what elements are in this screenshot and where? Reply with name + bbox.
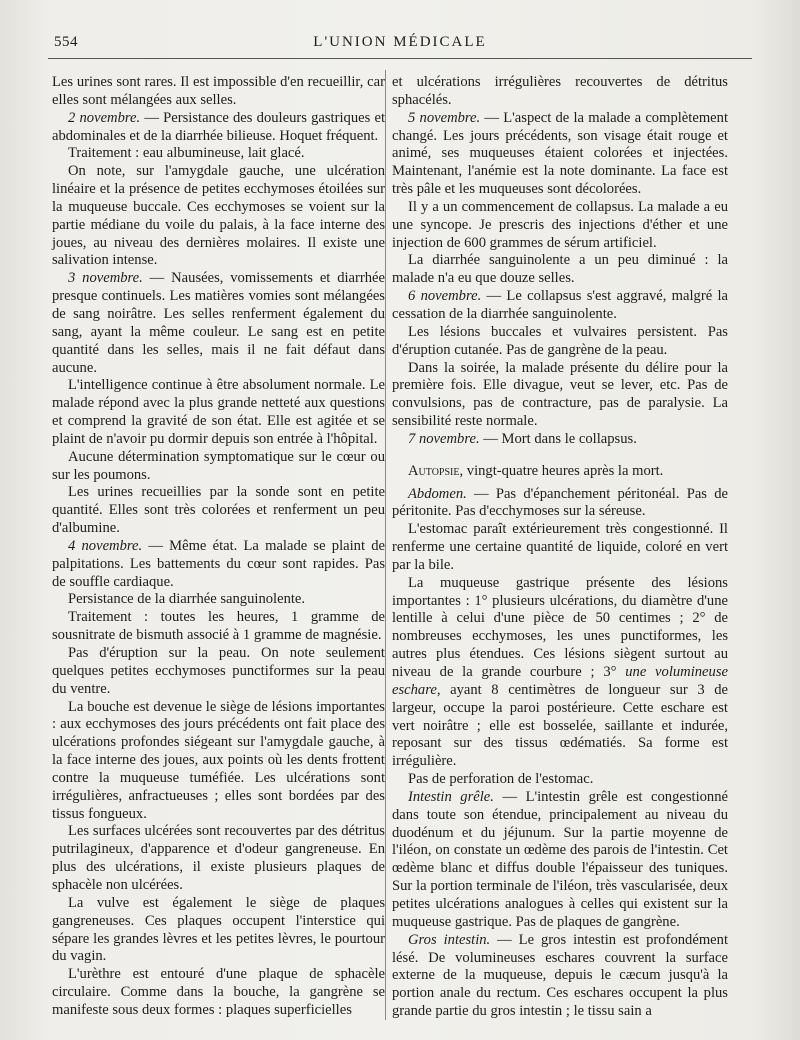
paragraph: Dans la soirée, la malade présente du délire pour la première fois. Elle divague, veut se lever, etc. Pas de convulsions, pas de contracture, pas de paralysie. La sensibilité reste normale. [392, 359, 728, 430]
paragraph: La vulve est également le siège de plaques gangreneuses. Ces plaques occupent l'interstice qui sépare les grandes lèvres et les petites lèvres, le pourtour du vagin. [52, 894, 385, 965]
section-label: Gros intestin. [408, 931, 491, 948]
paragraph [392, 486, 728, 522]
left-column [52, 74, 385, 1020]
paragraph: Les lésions buccales et vulvaires persistent. Pas d'éruption cutanée. Pas de gangrène de la peau. [392, 323, 728, 358]
paragraph-text: — Mort dans le collapsus. [479, 430, 637, 447]
right-column [392, 74, 728, 1021]
paragraph: Les urines sont rares. Il est impossible d'en recueillir, car elles sont mélangées aux selles. [52, 74, 385, 108]
paragraph: Il y a un commencement de collapsus. La malade a eu une syncope. Je prescris des injections d'éther et une injection de 600 grammes de sérum artificiel. [392, 198, 728, 251]
paragraph [392, 431, 728, 449]
paragraph: On note, sur l'amygdale gauche, une ulcération linéaire et la présence de petites ecchymoses étoilées sur la muqueuse buccale. Ces ecchymoses se voient sur la partie médiane du voile du palais, à la face interne des joues, au niveau des dernières molaires. Il existe une salivation intense. [52, 163, 385, 269]
paragraph-text: La muqueuse gastrique présente des lésions importantes : 1° plusieurs ulcérations, du diamètre d'une lentille à celui d'une pièce de 50 centimes ; 2° de nombreuses ecchymoses, les unes punctiformes, les autres plus étendues. Ces lésions siègent surtout au niveau de la grande courbure ; 3° [392, 574, 728, 680]
paragraph: L'intelligence continue à être absolument normale. Le malade répond avec la plus grande netteté aux questions et comprend la gravité de son état. Elle est agitée et se plaint de n'avoir pu dormir depuis son entrée à l'hôpital. [52, 377, 385, 447]
paragraph [52, 270, 385, 377]
header-rule [48, 58, 752, 59]
paragraph [392, 288, 728, 324]
paragraph: Les surfaces ulcérées sont recouvertes par des détritus putrilagineux, d'apparence et d'odeur gangreneuse. En plus des ulcérations, il existe plusieurs plaques de sphacèle non ulcérées. [52, 823, 385, 893]
date-label: 7 novembre. [408, 430, 480, 447]
journal-title: L'UNION MÉDICALE [313, 34, 487, 50]
paragraph [392, 110, 728, 199]
paragraph: La diarrhée sanguinolente a un peu diminué : la malade n'a eu que douze selles. [392, 252, 728, 287]
paragraph-text: — Le gros intestin est profondément lésé. De volumineuses eschares couvrent la surface externe de la muqueuse, depuis le cæcum jusqu'à la portion anale du rectum. Ces eschares occupent la plus grande partie du gros intestin ; le tissu sain a [392, 931, 728, 1020]
column-divider [385, 70, 386, 1020]
paragraph: Persistance de la diarrhée sanguinolente. [68, 591, 306, 608]
paragraph [52, 538, 385, 592]
date-label: 6 novembre. [408, 288, 482, 305]
paragraph: La bouche est devenue le siège de lésions importantes : aux ecchymoses des jours précédents ont fait place des ulcérations profondes siégeant sur l'amygdale gauche, à la face interne des joues, aux points où les dents frottent contre la muqueuse tuméfiée. Les ulcérations sont irrégulières, anfractueuses ; elles sont bordées par des tissus fongueux. [52, 698, 385, 822]
paragraph: Les urines recueillies par la sonde sont en petite quantité. Elles sont très colorées et renferment un peu d'albumine. [52, 484, 385, 537]
section-label: Abdomen. [408, 485, 467, 502]
paragraph-text: — Pas d'épanchement péritonéal. Pas de péritonite. Pas d'ecchymoses sur la séreuse. [392, 485, 728, 520]
paragraph: L'urèthre est entouré d'une plaque de sphacèle circulaire. Comme dans la bouche, la gangrène se manifeste sous deux formes : plaques superficielles [52, 966, 385, 1018]
autopsy-heading [392, 463, 728, 481]
paragraph-text: — Persistance des douleurs gastriques et abdominales et de la diarrhée bilieuse. Hoquet fréquent. [52, 109, 386, 144]
paragraph-text: vingt-quatre heures après la mort. [463, 462, 664, 479]
paragraph [392, 575, 728, 771]
paragraph: L'estomac paraît extérieurement très congestionné. Il renferme une certaine quantité de liquide, coloré en vert par la bile. [392, 521, 728, 573]
date-label: 3 novembre. [68, 270, 143, 287]
paragraph [392, 932, 728, 1021]
paragraph-text: — L'aspect de la malade a complètement changé. Les jours précédents, son visage était rouge et animé, ses muqueuses étaient colorées et injectées. Maintenant, l'anémie est la note dominante. La face est très pâle et les muqueuses sont décolorées. [392, 109, 729, 198]
autopsy-label: Autopsie, [408, 462, 464, 479]
paragraph-text: — Nausées, vomissements et diarrhée presque continuels. Les matières vomies sont mélangées de sang noirâtre. Les selles renferment également du sang, ayant la même couleur. Le sang est en petite quantité dans les selles, mais il ne fait défaut dans aucune. [52, 270, 386, 376]
emphasis-text: une volumineuse eschare, [392, 664, 728, 698]
paragraph [52, 110, 385, 146]
paragraph: Pas de perforation de l'estomac. [408, 771, 594, 788]
date-label: 4 novembre. [68, 537, 143, 554]
paragraph: Pas d'éruption sur la peau. On note seulement quelques petites ecchymoses punctiformes sur la peau du ventre. [52, 645, 385, 697]
date-label: 5 novembre. [408, 109, 481, 126]
paragraph-text: ayant 8 centimètres de longueur sur 3 de largeur, occupe la paroi postérieure. Cette eschare est vert noirâtre ; elle est bosselée, saillante et indurée, reposant sur des tissus œdématiés. Sa forme est irrégulière. [392, 681, 728, 770]
paragraph: Traitement : toutes les heures, 1 gramme de sousnitrate de bismuth associé à 1 gramme de magnésie. [52, 609, 385, 644]
paragraph: Traitement : eau albumineuse, lait glacé. [68, 145, 305, 162]
paragraph: et ulcérations irrégulières recouvertes de détritus sphacélés. [392, 74, 728, 108]
page-number: 554 [54, 34, 78, 50]
paragraph-text: — Même état. La malade se plaint de palpitations. Les battements du cœur sont rapides. Pas de souffle cardiaque. [52, 537, 385, 590]
paragraph [392, 789, 728, 932]
paragraph: Aucune détermination symptomatique sur le cœur ou sur les poumons. [52, 448, 385, 483]
paragraph-text: — Le collapsus s'est aggravé, malgré la cessation de la diarrhée sanguinolente. [392, 288, 729, 322]
paragraph-text: — L'intestin grêle est congestionné dans toute son étendue, principalement au niveau du duodénum et du jéjunum. Sur la partie moyenne de l'iléon, on constate un œdème des parois de l'intestin. Cet œdème blanc et diffus double l'épaisseur des tuniques. Sur la portion terminale de l'iléon, très vascularisée, deux petites ulcérations analogues à celles qui existent sur la muqueuse gastrique. Pas de plaques de gangrène. [392, 788, 729, 930]
page-header [48, 30, 752, 54]
date-label: 2 novembre. [68, 109, 141, 126]
section-label: Intestin grêle. [408, 788, 494, 805]
